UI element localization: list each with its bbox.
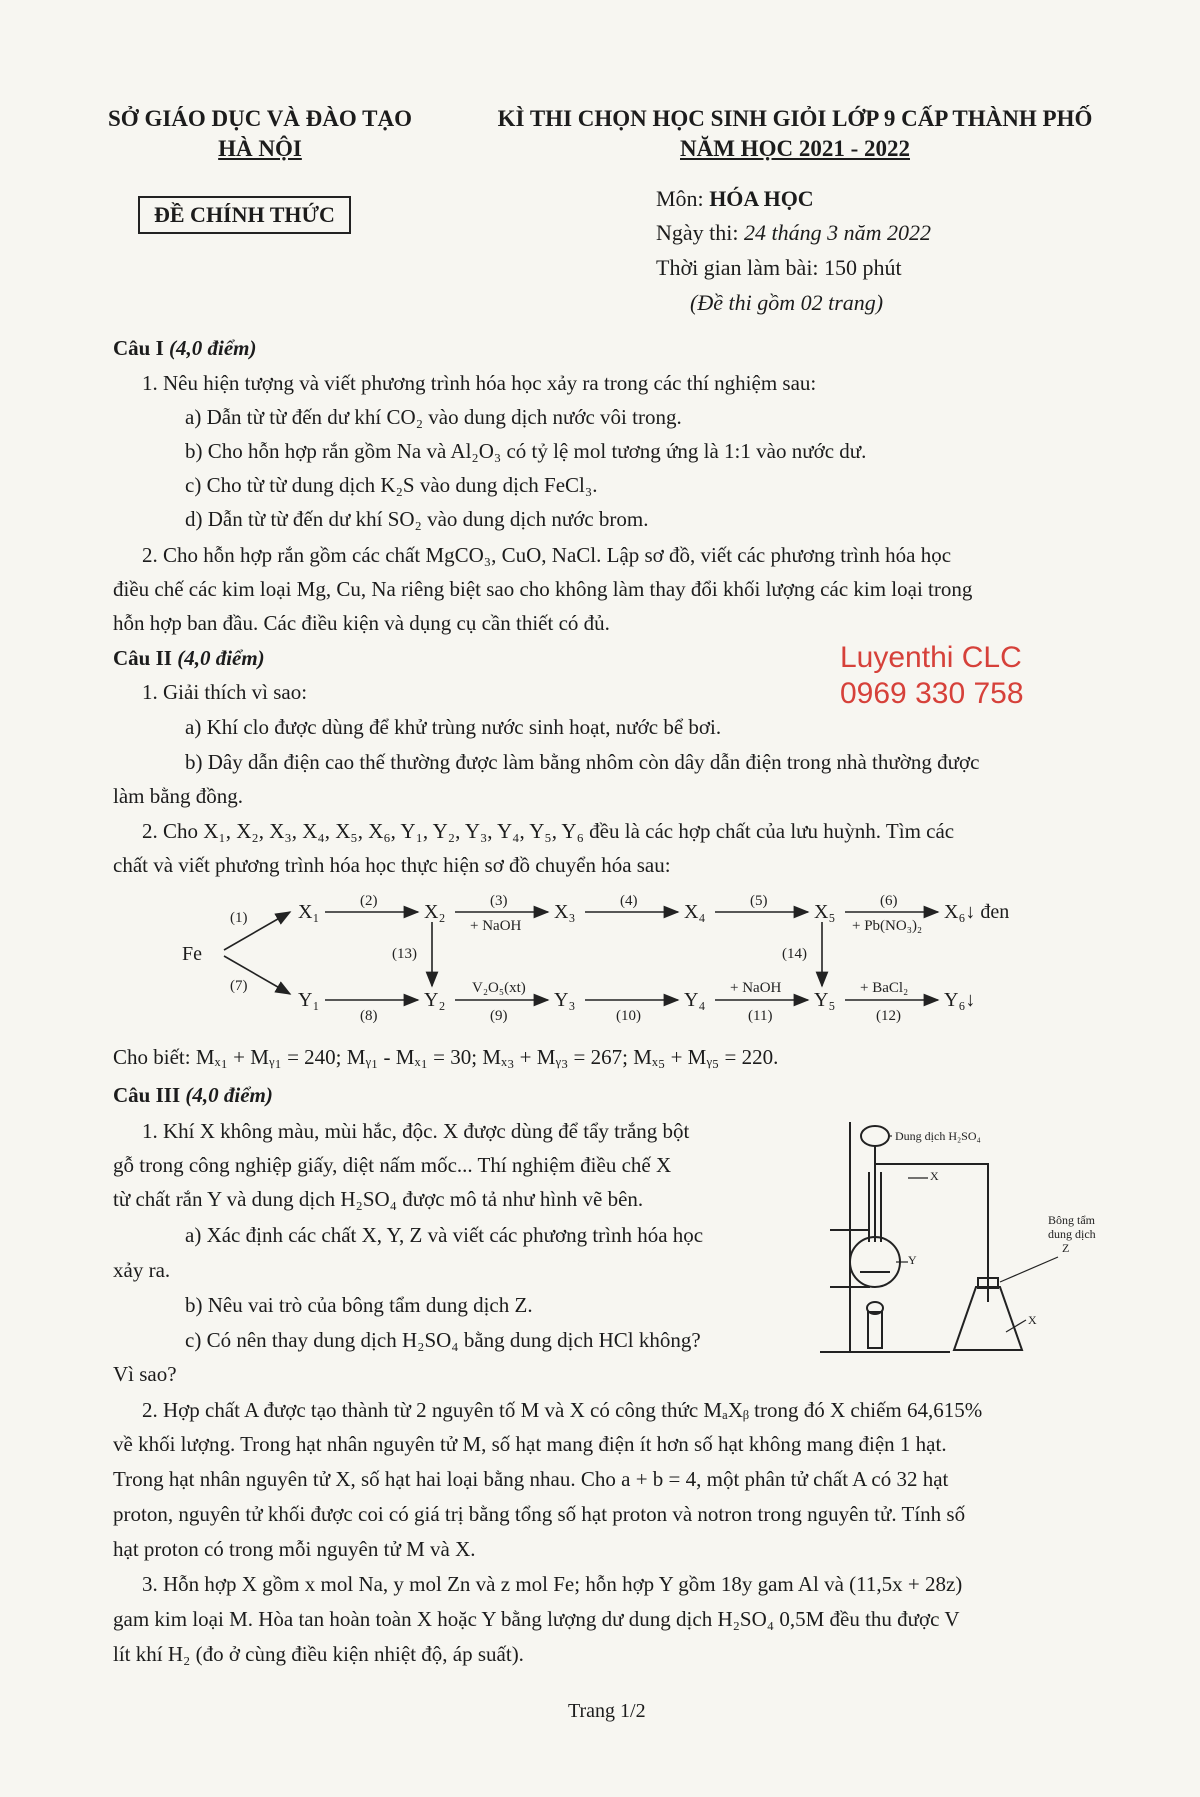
q3-part2-line2: về khối lượng. Trong hạt nhân nguyên tử M, số hạt mang điện ít hơn số hạt không mang điện 1 hạt. [113,1432,947,1456]
step-11-label: (11) [748,1008,773,1024]
scheme-x1: X₁ [298,901,320,923]
q3-part1-line3: từ chất rắn Y và dung dịch H₂SO₄ được mô tả như hình vẽ bên. [113,1187,644,1211]
apparatus-diagram [800,1112,1120,1368]
q3-part2-line4: proton, nguyên tử khối được coi có giá trị bằng tổng số hạt proton và notron trong nguyên tử. Tính số [113,1502,966,1526]
q1-part1: 1. Nêu hiện tượng và viết phương trình hóa học xảy ra trong các thí nghiệm sau: [142,371,817,395]
gas-x-flask-label: X [1028,1313,1037,1327]
subject-line: Môn: HÓA HỌC [656,186,814,211]
page-number: Trang 1/2 [568,1700,646,1722]
q3-item-c-line2: Vì sao? [113,1362,177,1386]
q1-title: Câu I (4,0 điểm) [113,336,257,360]
step-5-label: (5) [750,893,768,909]
scheme-fe: Fe [182,943,202,965]
q2-item-a: a) Khí clo được dùng để khử trùng nước sinh hoạt, nước bể bơi. [185,715,722,739]
exam-date: Ngày thi: 24 tháng 3 năm 2022 [656,220,931,245]
q2-item-b-line1: b) Dây dẫn điện cao thế thường được làm bằng nhôm còn dây dẫn điện trong nhà thường được [185,750,980,774]
step-1-label: (1) [230,910,248,926]
q2-part2-line2: chất và viết phương trình hóa học thực hiện sơ đồ chuyển hóa sau: [113,853,671,877]
school-year: NĂM HỌC 2021 - 2022 [680,136,910,161]
q3-item-b: b) Nêu vai trò của bông tẩm dung dịch Z. [185,1293,533,1317]
step-10-label: (10) [616,1008,641,1024]
scheme-y3: Y₃ [554,989,576,1011]
cotton-label-2: dung dịch [1048,1227,1096,1241]
official-stamp: ĐỀ CHÍNH THỨC [138,196,351,234]
q1-item-b: b) Cho hỗn hợp rắn gồm Na và Al₂O₃ có tỷ lệ mol tương ứng là 1:1 vào nước dư. [185,439,867,463]
q3-part2-line3: Trong hạt nhân nguyên tử X, số hạt hai loại bằng nhau. Cho a + b = 4, một phân tử chất A có 32 hạt [113,1467,949,1491]
step-14-label: (14) [782,946,807,962]
step-7-label: (7) [230,978,248,994]
q1-part2-line3: hỗn hợp ban đầu. Các điều kiện và dụng cụ cần thiết có đủ. [113,611,610,635]
q3-item-c-line1: c) Có nên thay dung dịch H₂SO₄ bằng dung dịch HCl không? [185,1328,701,1352]
reaction-flask [850,1237,900,1287]
gas-x-arrow-label: X [930,1169,939,1183]
q3-part2-line5: hạt proton có trong mỗi nguyên tử M và X. [113,1537,476,1561]
scheme-x6: X₆↓ đen [944,901,1010,923]
q3-item-a-line2: xảy ra. [113,1258,171,1282]
cotton-label-1: Bông tẩm [1048,1213,1095,1227]
acid-label: Dung dịch H₂SO₄ [895,1129,981,1143]
scheme-x5: X₅ [814,901,836,923]
q3-part3-line3: lít khí H₂ (đo ở cùng điều kiện nhiệt độ, áp suất). [113,1642,524,1666]
step-12-reagent: + BaCl₂ [860,980,909,996]
city-name: HÀ NỘI [218,136,302,161]
step-2-label: (2) [360,893,378,909]
q2-part2-line1: 2. Cho X₁, X₂, X₃, X₄, X₅, X₆, Y₁, Y₂, Y₃, Y₄, Y₅, Y₆ đều là các hợp chất của lưu huỳnh. Tìm các [142,819,955,843]
dropping-funnel [861,1126,889,1146]
scheme-x4: X₄ [684,901,706,923]
step-11-reagent: + NaOH [730,980,782,996]
step-8-label: (8) [360,1008,378,1024]
q1-item-a: a) Dẫn từ từ đến dư khí CO₂ vào dung dịch nước vôi trong. [185,405,682,429]
exam-duration: Thời gian làm bài: 150 phút [656,255,902,280]
cotton-label-3: Z [1062,1241,1070,1255]
scheme-x3: X₃ [554,901,576,923]
step-9-label: (9) [490,1008,508,1024]
q3-item-a-line1: a) Xác định các chất X, Y, Z và viết các phương trình hóa học [185,1223,704,1247]
step-13-label: (13) [392,946,417,962]
scheme-y4: Y₄ [684,989,706,1011]
scheme-y1: Y₁ [298,989,320,1011]
step-6-reagent: + Pb(NO₃)₂ [852,918,923,934]
scheme-y6: Y₆↓ [944,989,976,1011]
q3-title: Câu III (4,0 điểm) [113,1083,273,1107]
q3-part1-line1: 1. Khí X không màu, mùi hắc, độc. X được dùng để tẩy trắng bột [142,1119,690,1143]
scheme-y5: Y₅ [814,989,836,1011]
step-3-label: (3) [490,893,508,909]
scheme-x2: X₂ [424,901,446,923]
scheme-y2: Y₂ [424,989,446,1011]
step-9-reagent: V₂O₅(xt) [472,980,526,996]
q3-part1-line2: gỗ trong công nghiệp giấy, diệt nấm mốc... Thí nghiệm điều chế X [113,1153,672,1177]
q1-part2-line1: 2. Cho hỗn hợp rắn gồm các chất MgCO₃, CuO, NaCl. Lập sơ đồ, viết các phương trình hóa học [142,543,952,567]
solid-y-label: Y [908,1253,917,1267]
q2-part1: 1. Giải thích vì sao: [142,680,308,704]
q3-part3-line2: gam kim loại M. Hòa tan hoàn toàn X hoặc Y bằng lượng dư dung dịch H₂SO₄ 0,5M đều thu được V [113,1607,960,1631]
q2-title: Câu II (4,0 điểm) [113,646,265,670]
q2-given: Cho biết: Mₓ₁ + Mᵧ₁ = 240; Mᵧ₁ - Mₓ₁ = 30; Mₓ₃ + Mᵧ₃ = 267; Mₓ₅ + Mᵧ₅ = 220. [113,1045,779,1069]
step-4-label: (4) [620,893,638,909]
exam-title: KÌ THI CHỌN HỌC SINH GIỎI LỚP 9 CẤP THÀNH PHỐ NĂM HỌC 2021 - 2022 [470,106,1120,162]
step-12-label: (12) [876,1008,901,1024]
q3-part3-line1: 3. Hỗn hợp X gồm x mol Na, y mol Zn và z mol Fe; hỗn hợp Y gồm 18y gam Al và (11,5x + 28z) [142,1572,963,1596]
pages-note: (Đề thi gồm 02 trang) [690,290,884,315]
q1-item-c: c) Cho từ từ dung dịch K₂S vào dung dịch FeCl₃. [185,473,598,497]
department-name: SỞ GIÁO DỤC VÀ ĐÀO TẠO HÀ NỘI [90,106,430,162]
step-6-label: (6) [880,893,898,909]
transformation-scheme [180,880,1060,1040]
watermark: Luyenthi CLC 0969 330 758 [840,641,1024,710]
step-3-reagent: + NaOH [470,918,522,934]
q2-item-b-line2: làm bằng đồng. [113,784,244,808]
q1-part2-line2: điều chế các kim loại Mg, Cu, Na riêng biệt sao cho không làm thay đổi khối lượng các kim loại trong [113,577,973,601]
burner [868,1312,882,1348]
q1-item-d: d) Dẫn từ từ đến dư khí SO₂ vào dung dịch nước brom. [185,507,649,531]
q3-part2-line1: 2. Hợp chất A được tạo thành từ 2 nguyên tố M và X có công thức MₐXᵦ trong đó X chiếm 64,615% [142,1398,983,1422]
